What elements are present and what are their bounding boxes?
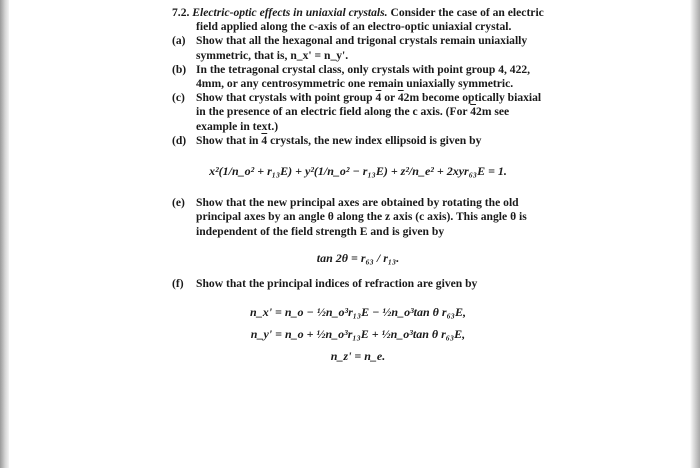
part-a <box>172 34 544 62</box>
part-label: (f) <box>172 277 184 291</box>
part-text: Show that all the hexagonal and trigonal crystals remain uniaxially symmetric, that is, n_x' = n_y'. <box>196 34 528 62</box>
equation-rotation-angle: tan 2θ = r₆₃ / r₁₃. <box>316 250 400 265</box>
part-f <box>172 277 544 291</box>
equation-nx: n_x' = n_o − ½n_o³r₁₃E − ½n_o³tan θ r₆₃E, <box>250 305 466 320</box>
equation-nz: n_z' = n_e. <box>330 349 386 364</box>
equation-principal-indices <box>172 301 544 367</box>
part-label: (c) <box>172 91 185 105</box>
page-edge-right <box>690 0 700 468</box>
part-label: (e) <box>172 196 185 210</box>
problem-title: Electric-optic effects in uniaxial crystals. <box>192 6 388 19</box>
part-text: Show that in 4 crystals, the new index ellipsoid is given by <box>196 133 482 147</box>
part-label: (a) <box>172 34 186 48</box>
part-d <box>172 134 544 148</box>
part-text: Show that crystals with point group 4 or 42m become optically biaxial in the presence of an electric field along the c axis. (For 42m see example in text.) <box>196 91 542 133</box>
part-text: Show that the principal indices of refraction are given by <box>196 277 478 291</box>
part-text: Show that the new principal axes are obtained by rotating the old principal axes by an angle θ along the z axis (c axis). This angle θ is independent of the field strength E and is given by <box>196 196 527 238</box>
document-page <box>172 6 544 369</box>
part-label: (d) <box>172 133 187 147</box>
part-b <box>172 63 544 91</box>
part-c <box>172 91 544 134</box>
problem-intro: Consider the case of an electric field applied along the c-axis of an electro-optic uniaxial crystal. <box>196 6 544 34</box>
page-edge-left <box>0 0 9 468</box>
problem-number: 7.2. <box>172 6 190 19</box>
equation-ny: n_y' = n_o + ½n_o³r₁₃E + ½n_o³tan θ r₆₃E, <box>250 327 466 342</box>
part-e <box>172 196 544 239</box>
part-label: (b) <box>172 62 187 76</box>
problem-header <box>172 6 544 34</box>
equation-index-ellipsoid: x²(1/n_o² + r₁₃E) + y²(1/n_o² − r₁₃E) + z²/n_e² + 2xyr₆₃E = 1. <box>209 164 507 179</box>
part-text: In the tetragonal crystal class, only crystals with point group 4, 422, 4mm, or any centrosymmetric one remain uniaxially symmetric. <box>196 62 531 91</box>
